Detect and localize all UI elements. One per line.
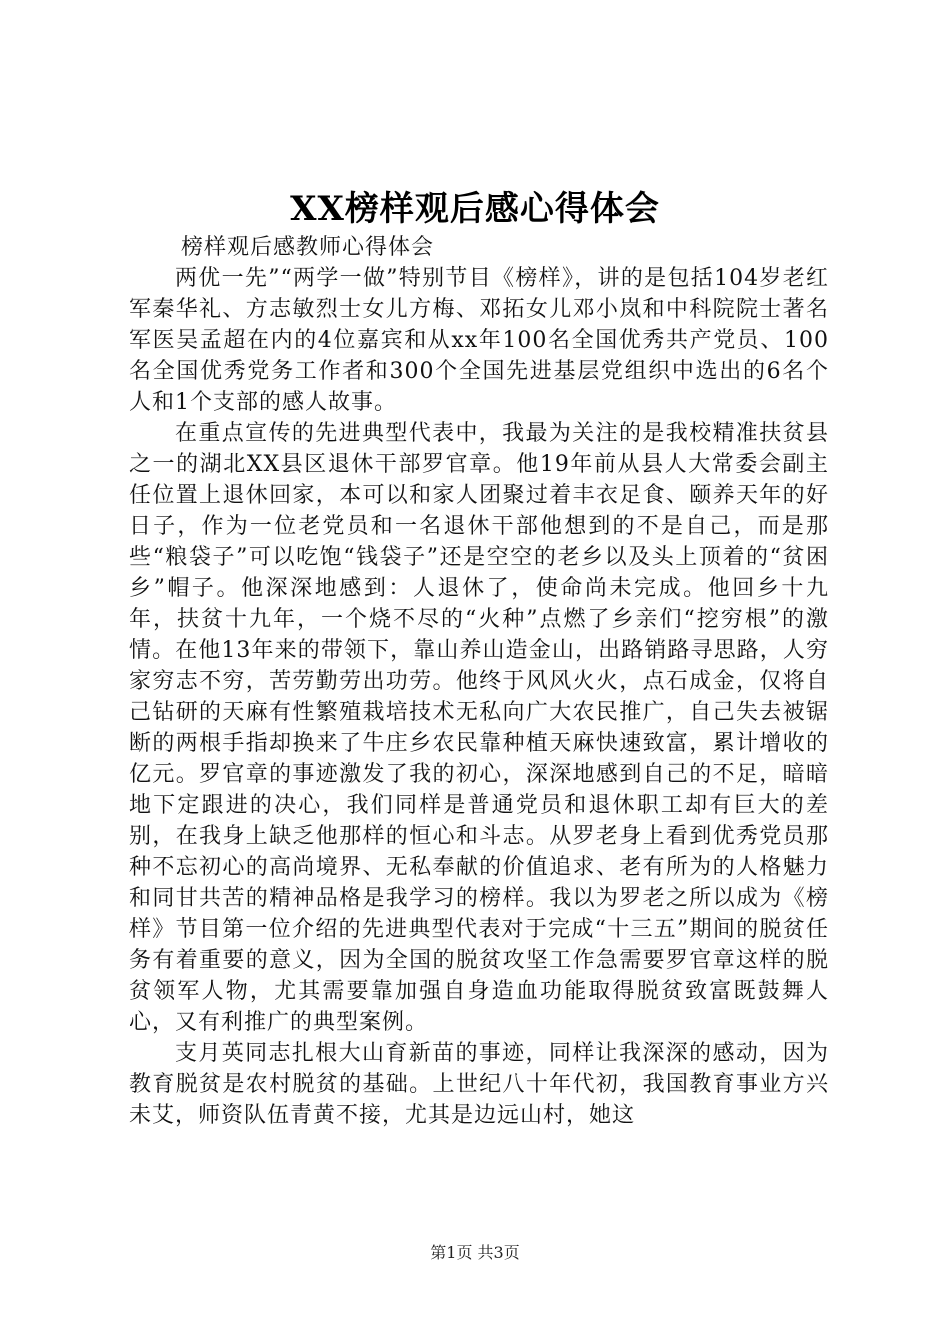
paragraph: 两优一先”“两学一做”特别节目《榜样》，讲的是包括104岁老红军秦华礼、方志敏烈士女儿方梅、邓拓女儿邓小岚和中科院院士著名军医吴孟超在内的4位嘉宾和从xx年100名全国优秀共产党员、100名全国优秀党务工作者和300个全国先进基层党组织中选出的6名个人和1个支部的感人故事。 bbox=[129, 266, 829, 415]
document-body bbox=[129, 232, 829, 1131]
paragraph: 支月英同志扎根大山育新苗的事迹，同样让我深深的感动，因为教育脱贫是农村脱贫的基础。上世纪八十年代初，我国教育事业方兴未艾，师资队伍青黄不接，尤其是边远山村，她这 bbox=[129, 1041, 829, 1128]
document-subtitle: 榜样观后感教师心得体会 bbox=[181, 235, 435, 260]
paragraph: 在重点宣传的先进典型代表中，我最为关注的是我校精准扶贫县之一的湖北XX县区退休干部罗官章。他19年前从县人大常委会副主任位置上退休回家，本可以和家人团聚过着丰衣足食、颐养天年的好日子，作为一位老党员和一名退休干部他想到的不是自己，而是那些“粮袋子”可以吃饱“钱袋子”还是空空的老乡以及头上顶着的“贫困乡”帽子。他深深地感到：人退休了，使命尚未完成。他回乡十九年，扶贫十九年，一个烧不尽的“火种”点燃了乡亲们“挖穷根”的激情。在他13年来的带领下，靠山养山造金山，出路销路寻思路，人穷家穷志不穷，苦劳勤劳出功劳。他终于风风火火，点石成金，仅将自己钻研的天麻有性繁殖栽培技术无私向广大农民推广，自己失去被锯断的两根手指却换来了牛庄乡农民靠种植天麻快速致富，累计增收的亿元。罗官章的事迹激发了我的初心，深深地感到自己的不足，暗暗地下定跟进的决心，我们同样是普通党员和退休职工却有巨大的差别，在我身上缺乏他那样的恒心和斗志。从罗老身上看到优秀党员那种不忘初心的高尚境界、无私奉献的价值追求、老有所为的人格魅力和同甘共苦的精神品格是我学习的榜样。我以为罗老之所以成为《榜样》节目第一位介绍的先进典型代表对于完成“十三五”期间的脱贫任务有着重要的意义，因为全国的脱贫攻坚工作急需要罗官章这样的脱贫领军人物，尤其需要靠加强自身造血功能取得脱贫致富既鼓舞人心，又有利推广的典型案例。 bbox=[129, 421, 829, 1035]
page-footer: 第1页 共3页 bbox=[430, 1243, 520, 1262]
document-title: XX榜样观后感心得体会 bbox=[290, 189, 660, 229]
